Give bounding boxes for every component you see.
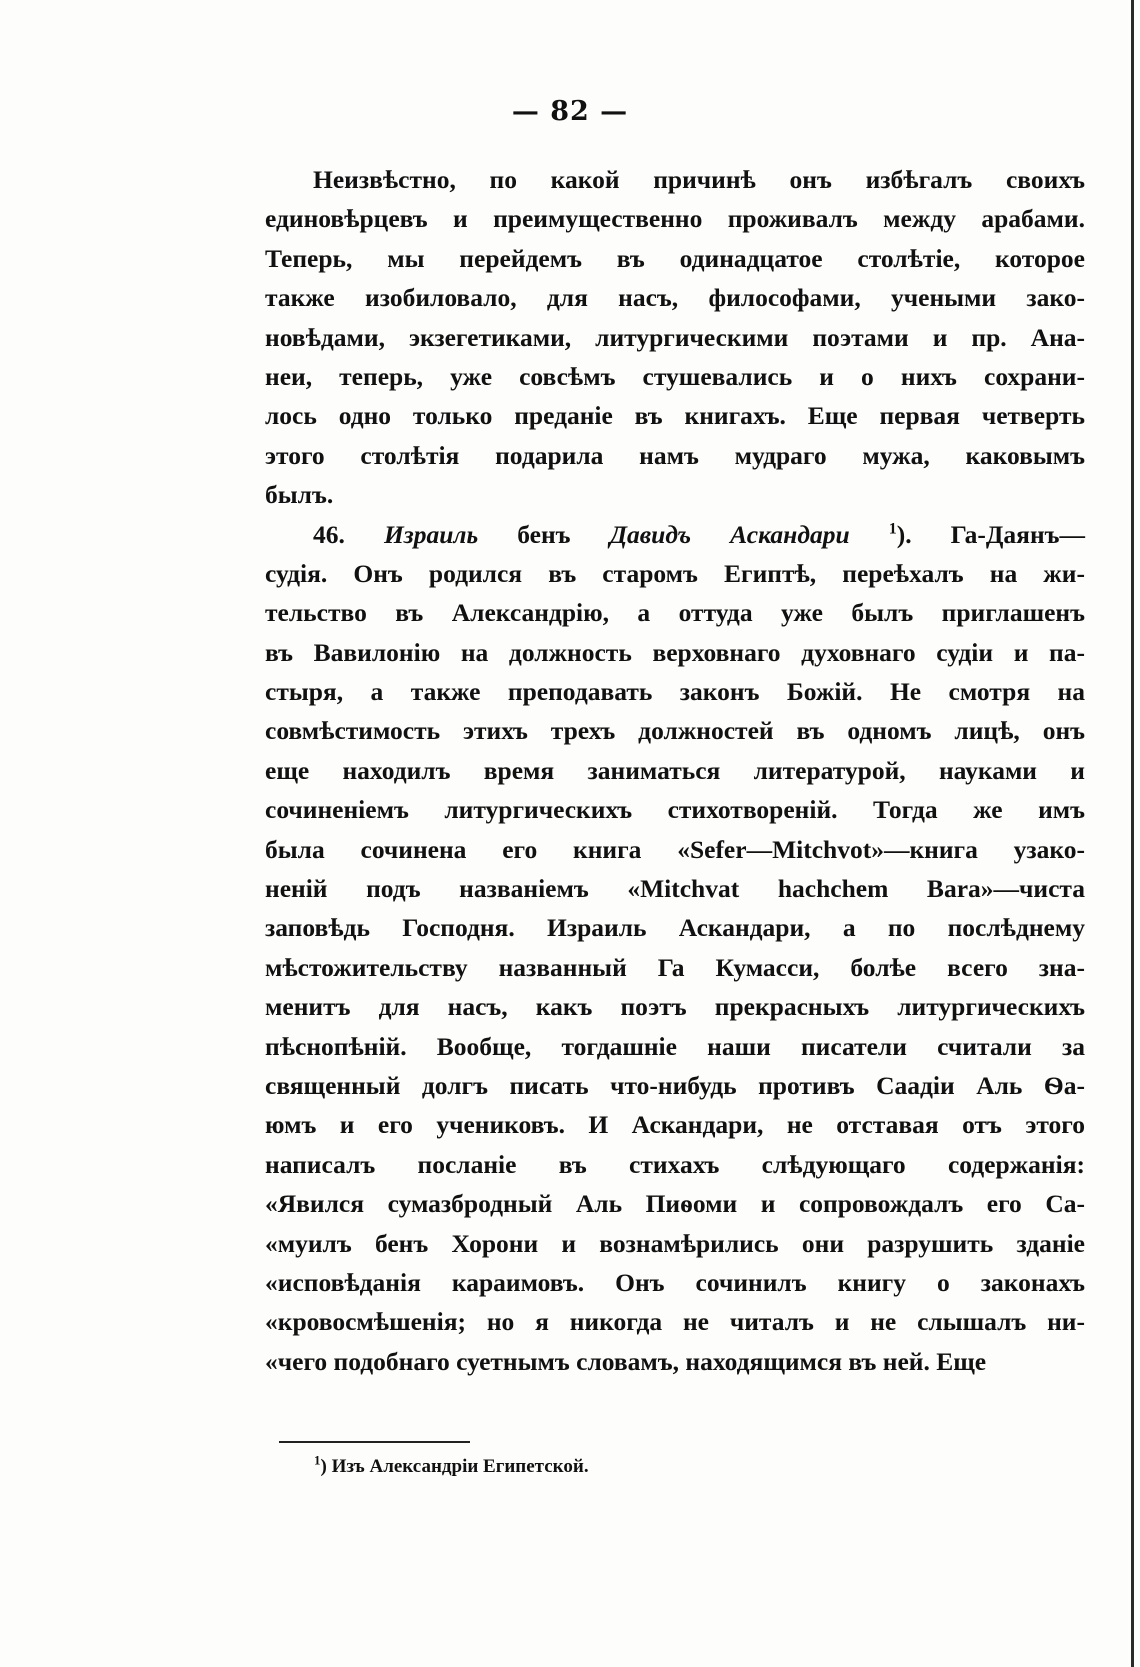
text-line: неній подъ названіемъ «Mitchvat hachchem Bara»—чиста	[265, 874, 1085, 904]
text-line: Теперь, мы перейдемъ въ одинадцатое столѣтіе, которое	[265, 243, 1085, 273]
text-line: мѣстожительству названный Га Кумасси, болѣе всего зна-	[265, 952, 1085, 982]
footnote	[314, 1452, 589, 1478]
text-line: стыря, а также преподавать законъ Божій. Не смотря на	[265, 677, 1085, 707]
text-line: заповѣдь Господня. Израиль Аскандари, а по послѣднему	[265, 913, 1085, 943]
paragraph-2	[265, 554, 1085, 1381]
text-line: «муилъ бенъ Хорони и вознамѣрились они разрушить зданіе	[265, 1228, 1085, 1258]
text-line: еще находилъ время заниматься литературой, науками и	[265, 755, 1085, 785]
text-line: также изобиловало, для насъ, философами, учеными зако-	[265, 283, 1085, 313]
text-line: была сочинена его книга «Sefer—Mitchvot»—книга узако-	[265, 834, 1085, 864]
footnote-number: 1	[314, 1452, 321, 1468]
page-number: — 82 —	[511, 96, 629, 127]
ben-word: бенъ	[517, 519, 571, 549]
person-name-first: Израиль	[383, 519, 479, 549]
footnote-mark: 1	[888, 520, 897, 538]
text-line: юмъ и его учениковъ. И Аскандари, не отставая отъ этого	[265, 1110, 1085, 1140]
text-line: пѣснопѣній. Вообще, тогдашніе наши писатели считали за	[265, 1031, 1085, 1061]
text-line: совмѣстимость этихъ трехъ должностей въ одномъ лицѣ, онъ	[265, 716, 1085, 746]
text-line: этого столѣтія подарила намъ мудраго мужа, каковымъ	[265, 440, 1085, 470]
text-line: менитъ для насъ, какъ поэтъ прекрасныхъ литургическихъ	[265, 992, 1085, 1022]
text-line: неи, теперь, уже совсѣмъ стушевались и о нихъ сохрани-	[265, 361, 1085, 391]
paragraph-1	[265, 160, 1085, 515]
footnote-rule	[279, 1441, 470, 1443]
text-line: священный долгъ писать что-нибудь противъ Саадіи Аль Ѳа-	[265, 1070, 1085, 1100]
paragraph-2-first-line	[265, 515, 1085, 554]
entry-number: 46.	[313, 519, 345, 549]
text-line: написалъ посланіе въ стихахъ слѣдующаго содержанія:	[265, 1149, 1085, 1179]
footnote-text: ) Изъ Александріи Египетской.	[320, 1456, 589, 1477]
text-line: въ Вавилонію на должность верховнаго духовнаго судіи и па-	[265, 637, 1085, 667]
text-line: былъ.	[265, 480, 334, 510]
text-line: «кровосмѣшенія; но я никогда не читалъ и не слышалъ ни-	[265, 1307, 1085, 1337]
body-text	[265, 160, 1085, 1381]
text-line: единовѣрцевъ и преимущественно проживалъ между арабами.	[265, 204, 1085, 234]
text-line: тельство въ Александрію, а оттуда уже былъ приглашенъ	[265, 598, 1085, 628]
text-line: лось одно только преданіе въ книгахъ. Еще первая четверть	[265, 401, 1085, 431]
page-edge	[1131, 0, 1134, 1667]
text-line: новѣдами, экзегетиками, литургическими поэтами и пр. Ана-	[265, 322, 1085, 352]
text-line: Неизвѣстно, по какой причинѣ онъ избѣгалъ своихъ	[313, 165, 1085, 194]
person-name-second: Давидъ Аскандари	[609, 519, 850, 549]
text-line: судія. Онъ родился въ старомъ Египтѣ, переѣхалъ на жи-	[265, 558, 1085, 588]
text-line: «исповѣданія караимовъ. Онъ сочинилъ книгу о законахъ	[265, 1267, 1085, 1297]
text-line: сочиненіемъ литургическихъ стихотвореній. Тогда же имъ	[265, 795, 1085, 825]
text-line: «Явился сумазбродный Аль Пиѳоми и сопровождалъ его Са-	[265, 1189, 1085, 1219]
title-rest: ). Га-Даянъ—	[896, 519, 1086, 549]
text-line: «чего подобнаго суетнымъ словамъ, находящимся въ ней. Еще	[265, 1346, 987, 1376]
